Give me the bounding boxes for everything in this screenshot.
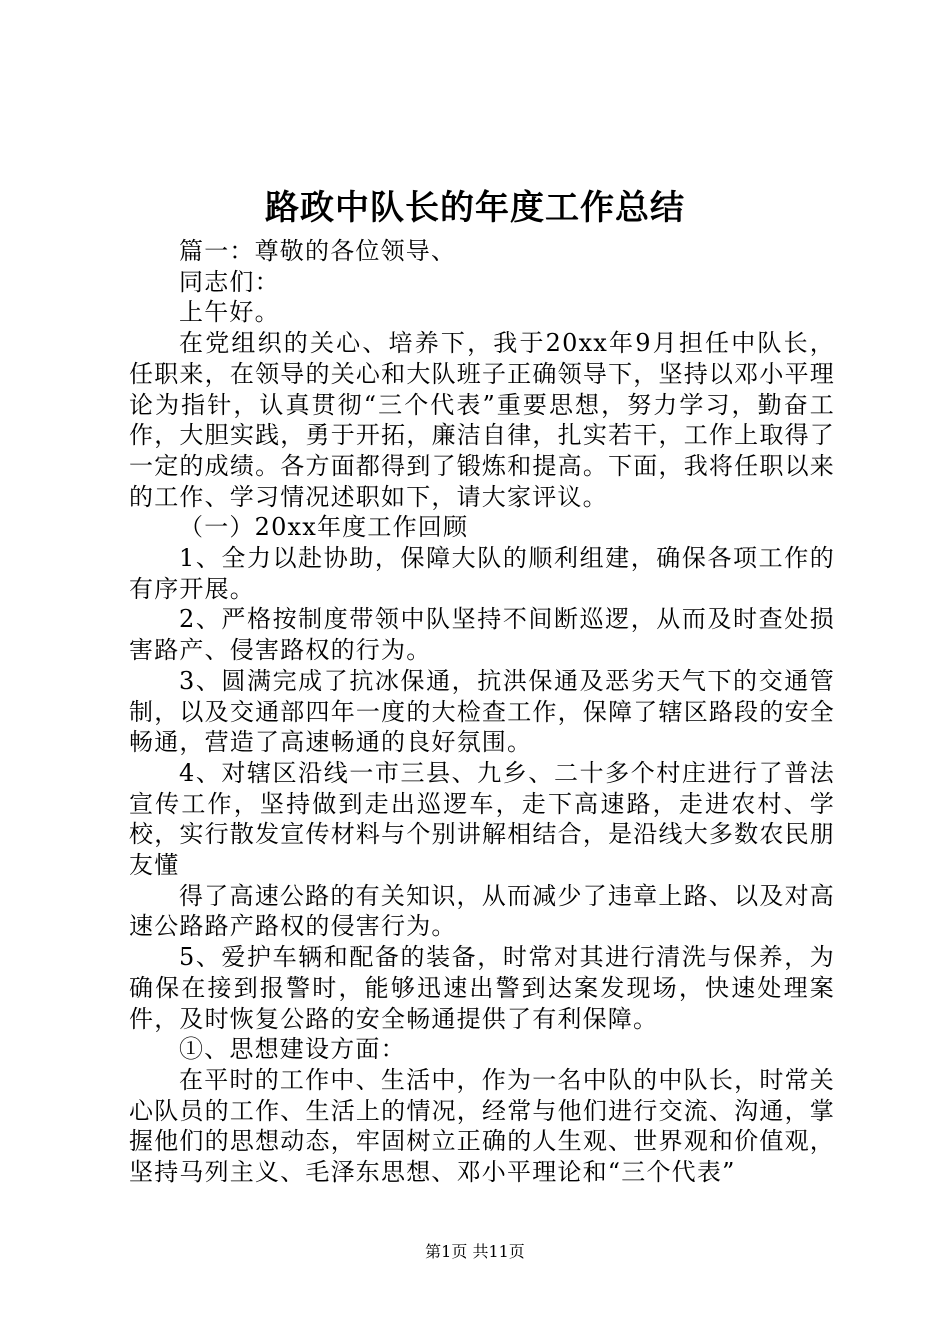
paragraph: 在党组织的关心、培养下，我于20xx年9月担任中队长，任职来，在领导的关心和大队班子正确领导下，坚持以邓小平理论为指针，认真贯彻“三个代表”重要思想，努力学习，勤奋工作，大胆实践，勇于开拓，廉洁自律，扎实若干，工作上取得了一定的成绩。各方面都得到了锻炼和提高。下面，我将任职以来的工作、学习情况述职如下，请大家评议。: [129, 329, 835, 511]
paragraph: 1、全力以赴协助，保障大队的顺利组建，确保各项工作的有序开展。: [129, 544, 835, 603]
section-heading: （一）20xx年度工作回顾: [179, 513, 469, 542]
paragraph: 篇一：尊敬的各位领导、: [179, 237, 457, 265]
subsection-heading: ①、思想建设方面：: [179, 1035, 406, 1064]
paragraph: 3、圆满完成了抗冰保通，抗洪保通及恶劣天气下的交通管制，以及交通部四年一度的大检查工作，保障了辖区路段的安全畅通，营造了高速畅通的良好氛围。: [129, 666, 835, 757]
paragraph: 2、严格按制度带领中队坚持不间断巡逻，从而及时查处损害路产、侵害路权的行为。: [129, 605, 835, 665]
paragraph: 上午好。: [179, 298, 280, 327]
paragraph: 同志们：: [179, 267, 280, 296]
paragraph: 得了高速公路的有关知识，从而减少了违章上路、以及对高速公路路产路权的侵害行为。: [129, 881, 835, 941]
paragraph: 5、爱护车辆和配备的装备，时常对其进行清洗与保养，为确保在接到报警时，能够迅速出警到达案发现场，快速处理案件，及时恢复公路的安全畅通提供了有利保障。: [129, 943, 835, 1033]
document-title: 路政中队长的年度工作总结: [265, 188, 685, 228]
paragraph: 4、对辖区沿线一市三县、九乡、二十多个村庄进行了普法宣传工作，坚持做到走出巡逻车，走下高速路，走进农村、学校，实行散发宣传材料与个别讲解相结合，是沿线大多数农民朋友懂: [129, 758, 835, 880]
page-footer: 第1页 共11页: [425, 1242, 525, 1261]
document-body: [129, 236, 835, 1188]
paragraph: 在平时的工作中、生活中，作为一名中队的中队长，时常关心队员的工作、生活上的情况，经常与他们进行交流、沟通，掌握他们的思想动态，牢固树立正确的人生观、世界观和价值观，坚持马列主义、毛泽东思想、邓小平理论和“三个代表”: [129, 1065, 835, 1187]
